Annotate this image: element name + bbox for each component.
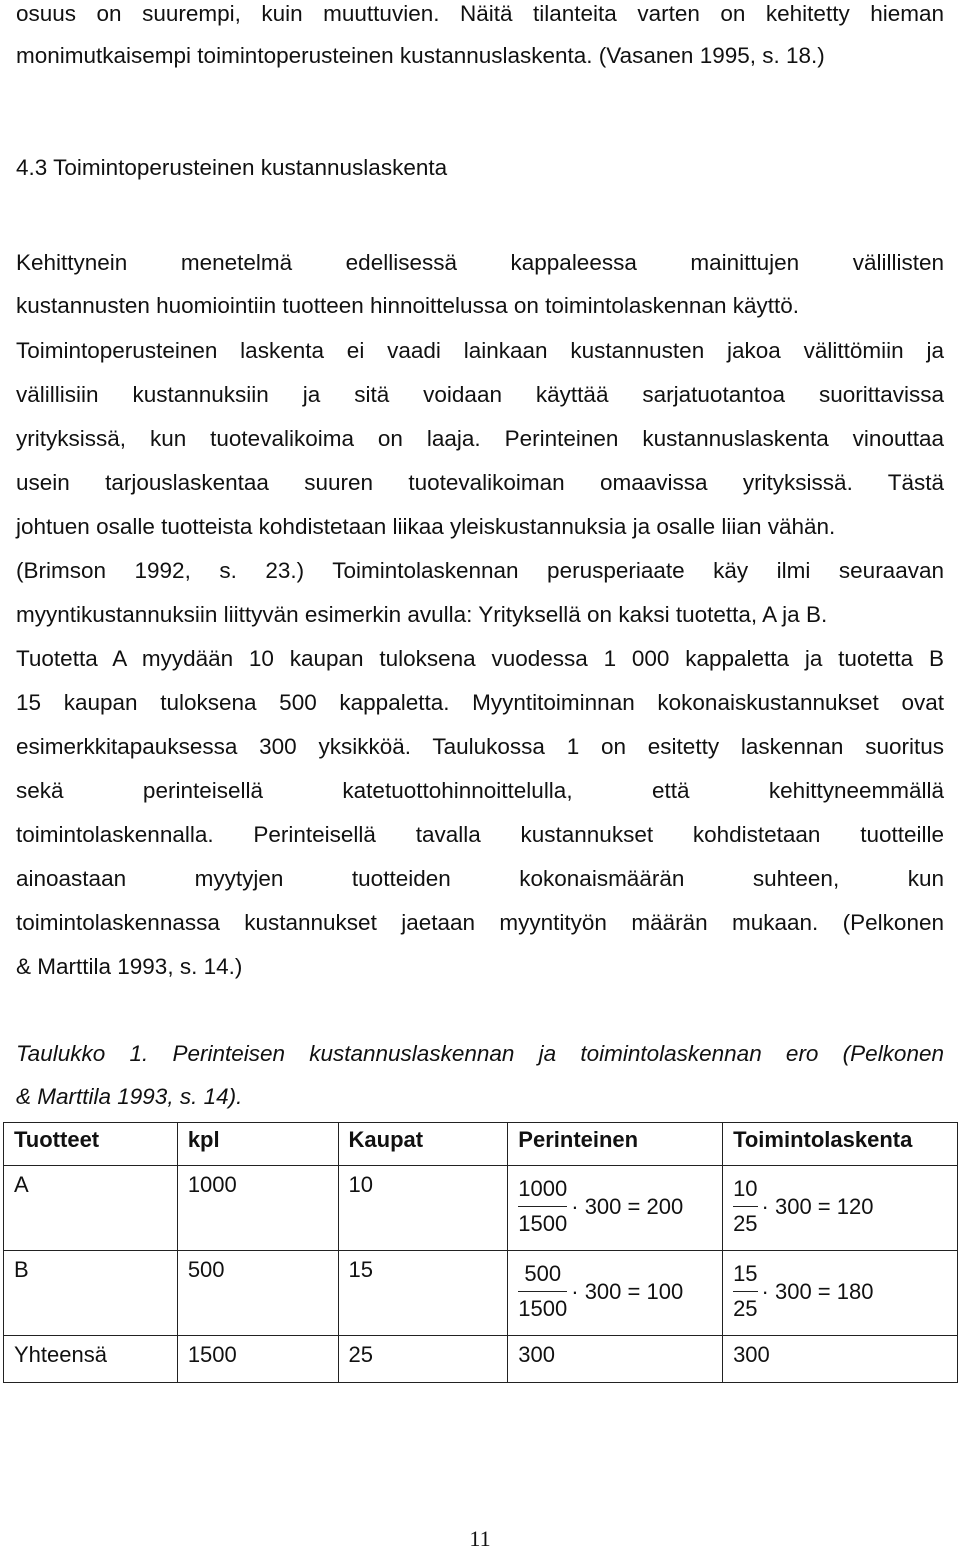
table-row [4,1166,958,1251]
body-line: myyntikustannuksiin liittyvän esimerkin avulla: Yrityksellä on kaksi tuotetta, A ja B. [16,602,828,627]
fraction-denominator: 1500 [518,1211,568,1236]
cell-traditional [508,1251,723,1336]
cell-kpl: 1000 [177,1166,338,1251]
caption-line-1: Taulukko 1. Perinteisen kustannuslaskennan ja toimintolaskennan ero (Pelkonen [16,1041,944,1066]
fraction-denominator: 25 [733,1211,758,1236]
cell-kpl: 500 [177,1251,338,1336]
cell-kaupat: 10 [338,1166,508,1251]
body-line: välillisiin kustannuksiin ja sitä voidaan käyttää sarjatuotantoa suorittavissa [16,382,944,407]
body-line: esimerkkitapauksessa 300 yksikköä. Taulukossa 1 on esitetty laskennan suoritus [16,734,944,759]
header-kaupat: Kaupat [338,1123,508,1166]
cell-total-label: Yhteensä [4,1336,178,1383]
header-traditional: Perinteinen [508,1123,723,1166]
fraction-numerator: 1000 [518,1172,567,1207]
body-line: sekä perinteisellä katetuottohinnoittelulla, että kehittyneemmällä [16,778,944,803]
cell-product: A [4,1166,178,1251]
cell-total-activity-based: 300 [723,1336,958,1383]
body-line: johtuen osalle tuotteista kohdistetaan liikaa yleiskustannuksia ja osalle liian vähän. [16,514,836,539]
body-line: kustannusten huomiointiin tuotteen hinnoittelussa on toimintolaskennan käyttö. [16,293,800,318]
body-line: Tuotetta A myydään 10 kaupan tuloksena vuodessa 1 000 kappaletta ja tuotetta B [16,646,944,671]
header-kpl: kpl [177,1123,338,1166]
fraction [518,1257,567,1326]
fraction-numerator: 10 [733,1172,757,1207]
body-line: Toimintoperusteinen laskenta ei vaadi lainkaan kustannusten jakoa välittömiin ja [16,338,944,363]
fraction [733,1257,757,1326]
section-heading: 4.3 Toimintoperusteinen kustannuslaskenta [16,155,448,180]
body-line: toimintolaskennassa kustannukset jaetaan myyntityön määrän mukaan. (Pelkonen [16,910,944,935]
intro-line-2: monimutkaisempi toimintoperusteinen kustannuslaskenta. (Vasanen 1995, s. 18.) [16,43,825,68]
cell-activity-based [723,1251,958,1336]
table-header-row [4,1123,958,1166]
cell-traditional [508,1166,723,1251]
page-number: 11 [469,1526,491,1551]
fraction-denominator: 25 [733,1296,758,1321]
comparison-table [3,1122,958,1383]
body-line: & Marttila 1993, s. 14.) [16,954,243,979]
header-products: Tuotteet [4,1123,178,1166]
body-line: usein tarjouslaskentaa suuren tuotevalikoiman omaavissa yrityksissä. Tästä [16,470,944,495]
cell-total-kaupat: 25 [338,1336,508,1383]
fraction-expression: · 300 = 200 [571,1193,684,1219]
body-line: Kehittynein menetelmä edellisessä kappaleessa mainittujen välillisten [16,250,944,275]
header-activity-based: Toimintolaskenta [723,1123,958,1166]
table-row [4,1251,958,1336]
cell-kaupat: 15 [338,1251,508,1336]
cell-total-kpl: 1500 [177,1336,338,1383]
fraction-denominator: 1500 [518,1296,568,1321]
cell-total-traditional: 300 [508,1336,723,1383]
fraction [733,1172,757,1241]
body-line: 15 kaupan tuloksena 500 kappaletta. Myyntitoiminnan kokonaiskustannukset ovat [16,690,944,715]
intro-line-1: osuus on suurempi, kuin muuttuvien. Näitä tilanteita varten on kehitetty hieman [16,1,944,26]
body-line: ainoastaan myytyjen tuotteiden kokonaismäärän suhteen, kun [16,866,944,891]
fraction-numerator: 15 [733,1257,757,1292]
body-line: yrityksissä, kun tuotevalikoima on laaja. Perinteinen kustannuslaskenta vinouttaa [16,426,944,451]
body-line: (Brimson 1992, s. 23.) Toimintolaskennan perusperiaate käy ilmi seuraavan [16,558,944,583]
body-line: toimintolaskennalla. Perinteisellä tavalla kustannukset kohdistetaan tuotteille [16,822,944,847]
fraction-expression: · 300 = 100 [571,1278,684,1304]
fraction-expression: · 300 = 120 [761,1193,874,1219]
table-total-row [4,1336,958,1383]
fraction-expression: · 300 = 180 [761,1278,874,1304]
cell-activity-based [723,1166,958,1251]
fraction [518,1172,567,1241]
caption-line-2: & Marttila 1993, s. 14). [16,1084,243,1109]
cell-product: B [4,1251,178,1336]
fraction-numerator: 500 [518,1257,567,1292]
